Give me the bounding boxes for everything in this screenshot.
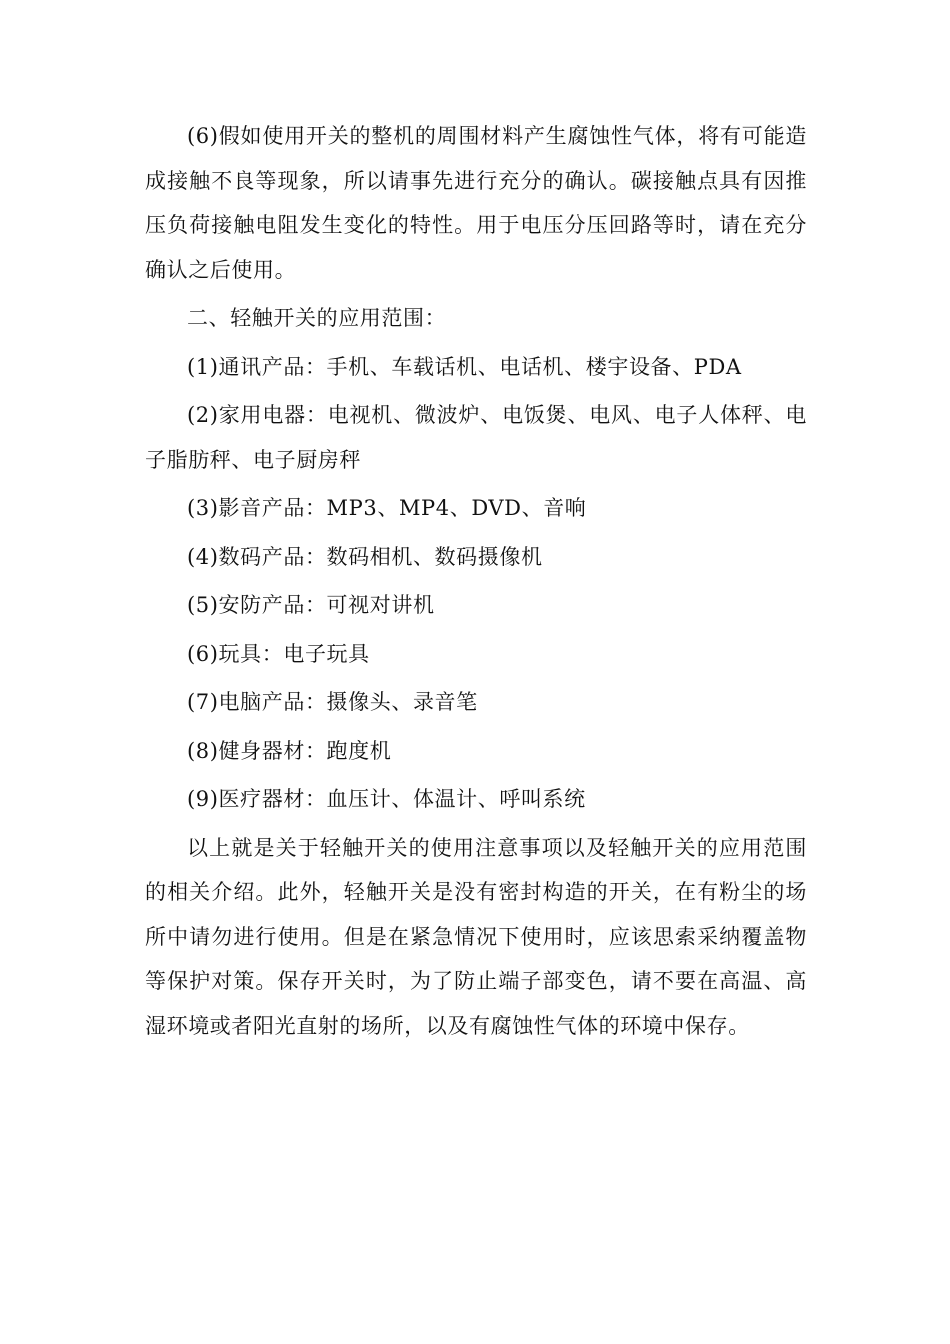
- list-item-communication: (1)通讯产品：手机、车载话机、电话机、楼宇设备、PDA: [187, 354, 742, 379]
- paragraph-precaution-6: (6)假如使用开关的整机的周围材料产生腐蚀性气体，将有可能造成接触不良等现象，所以请事先进行充分的确认。碳接触点具有因推压负荷接触电阻发生变化的特性。用于电压分压回路等时，请在充分确认之后使用。: [145, 124, 807, 282]
- list-item-security: (5)安防产品：可视对讲机: [187, 593, 435, 617]
- section-heading-application-range: 二、轻触开关的应用范围：: [187, 306, 447, 330]
- list-item-medical: (9)医疗器材：血压计、体温计、呼叫系统: [187, 787, 586, 811]
- list-item-audio-video: (3)影音产品：MP3、MP4、DVD、音响: [187, 496, 587, 520]
- document-body: [145, 114, 807, 1048]
- list-item-home-appliances: (2)家用电器：电视机、微波炉、电饭煲、电风、电子人体秤、电子脂肪秤、电子厨房秤: [145, 403, 807, 472]
- list-item-toys: (6)玩具：电子玩具: [187, 641, 370, 666]
- list-item-digital: (4)数码产品：数码相机、数码摄像机: [187, 544, 543, 569]
- list-item-fitness: (8)健身器材：跑度机: [187, 738, 392, 763]
- list-item-computer: (7)电脑产品：摄像头、录音笔: [187, 690, 478, 714]
- paragraph-summary: 以上就是关于轻触开关的使用注意事项以及轻触开关的应用范围的相关介绍。此外，轻触开关是没有密封构造的开关，在有粉尘的场所中请勿进行使用。但是在紧急情况下使用时，应该思索采纳覆盖物等保护对策。保存开关时，为了防止端子部变色，请不要在高温、高湿环境或者阳光直射的场所，以及有腐蚀性气体的环境中保存。: [145, 835, 807, 1038]
